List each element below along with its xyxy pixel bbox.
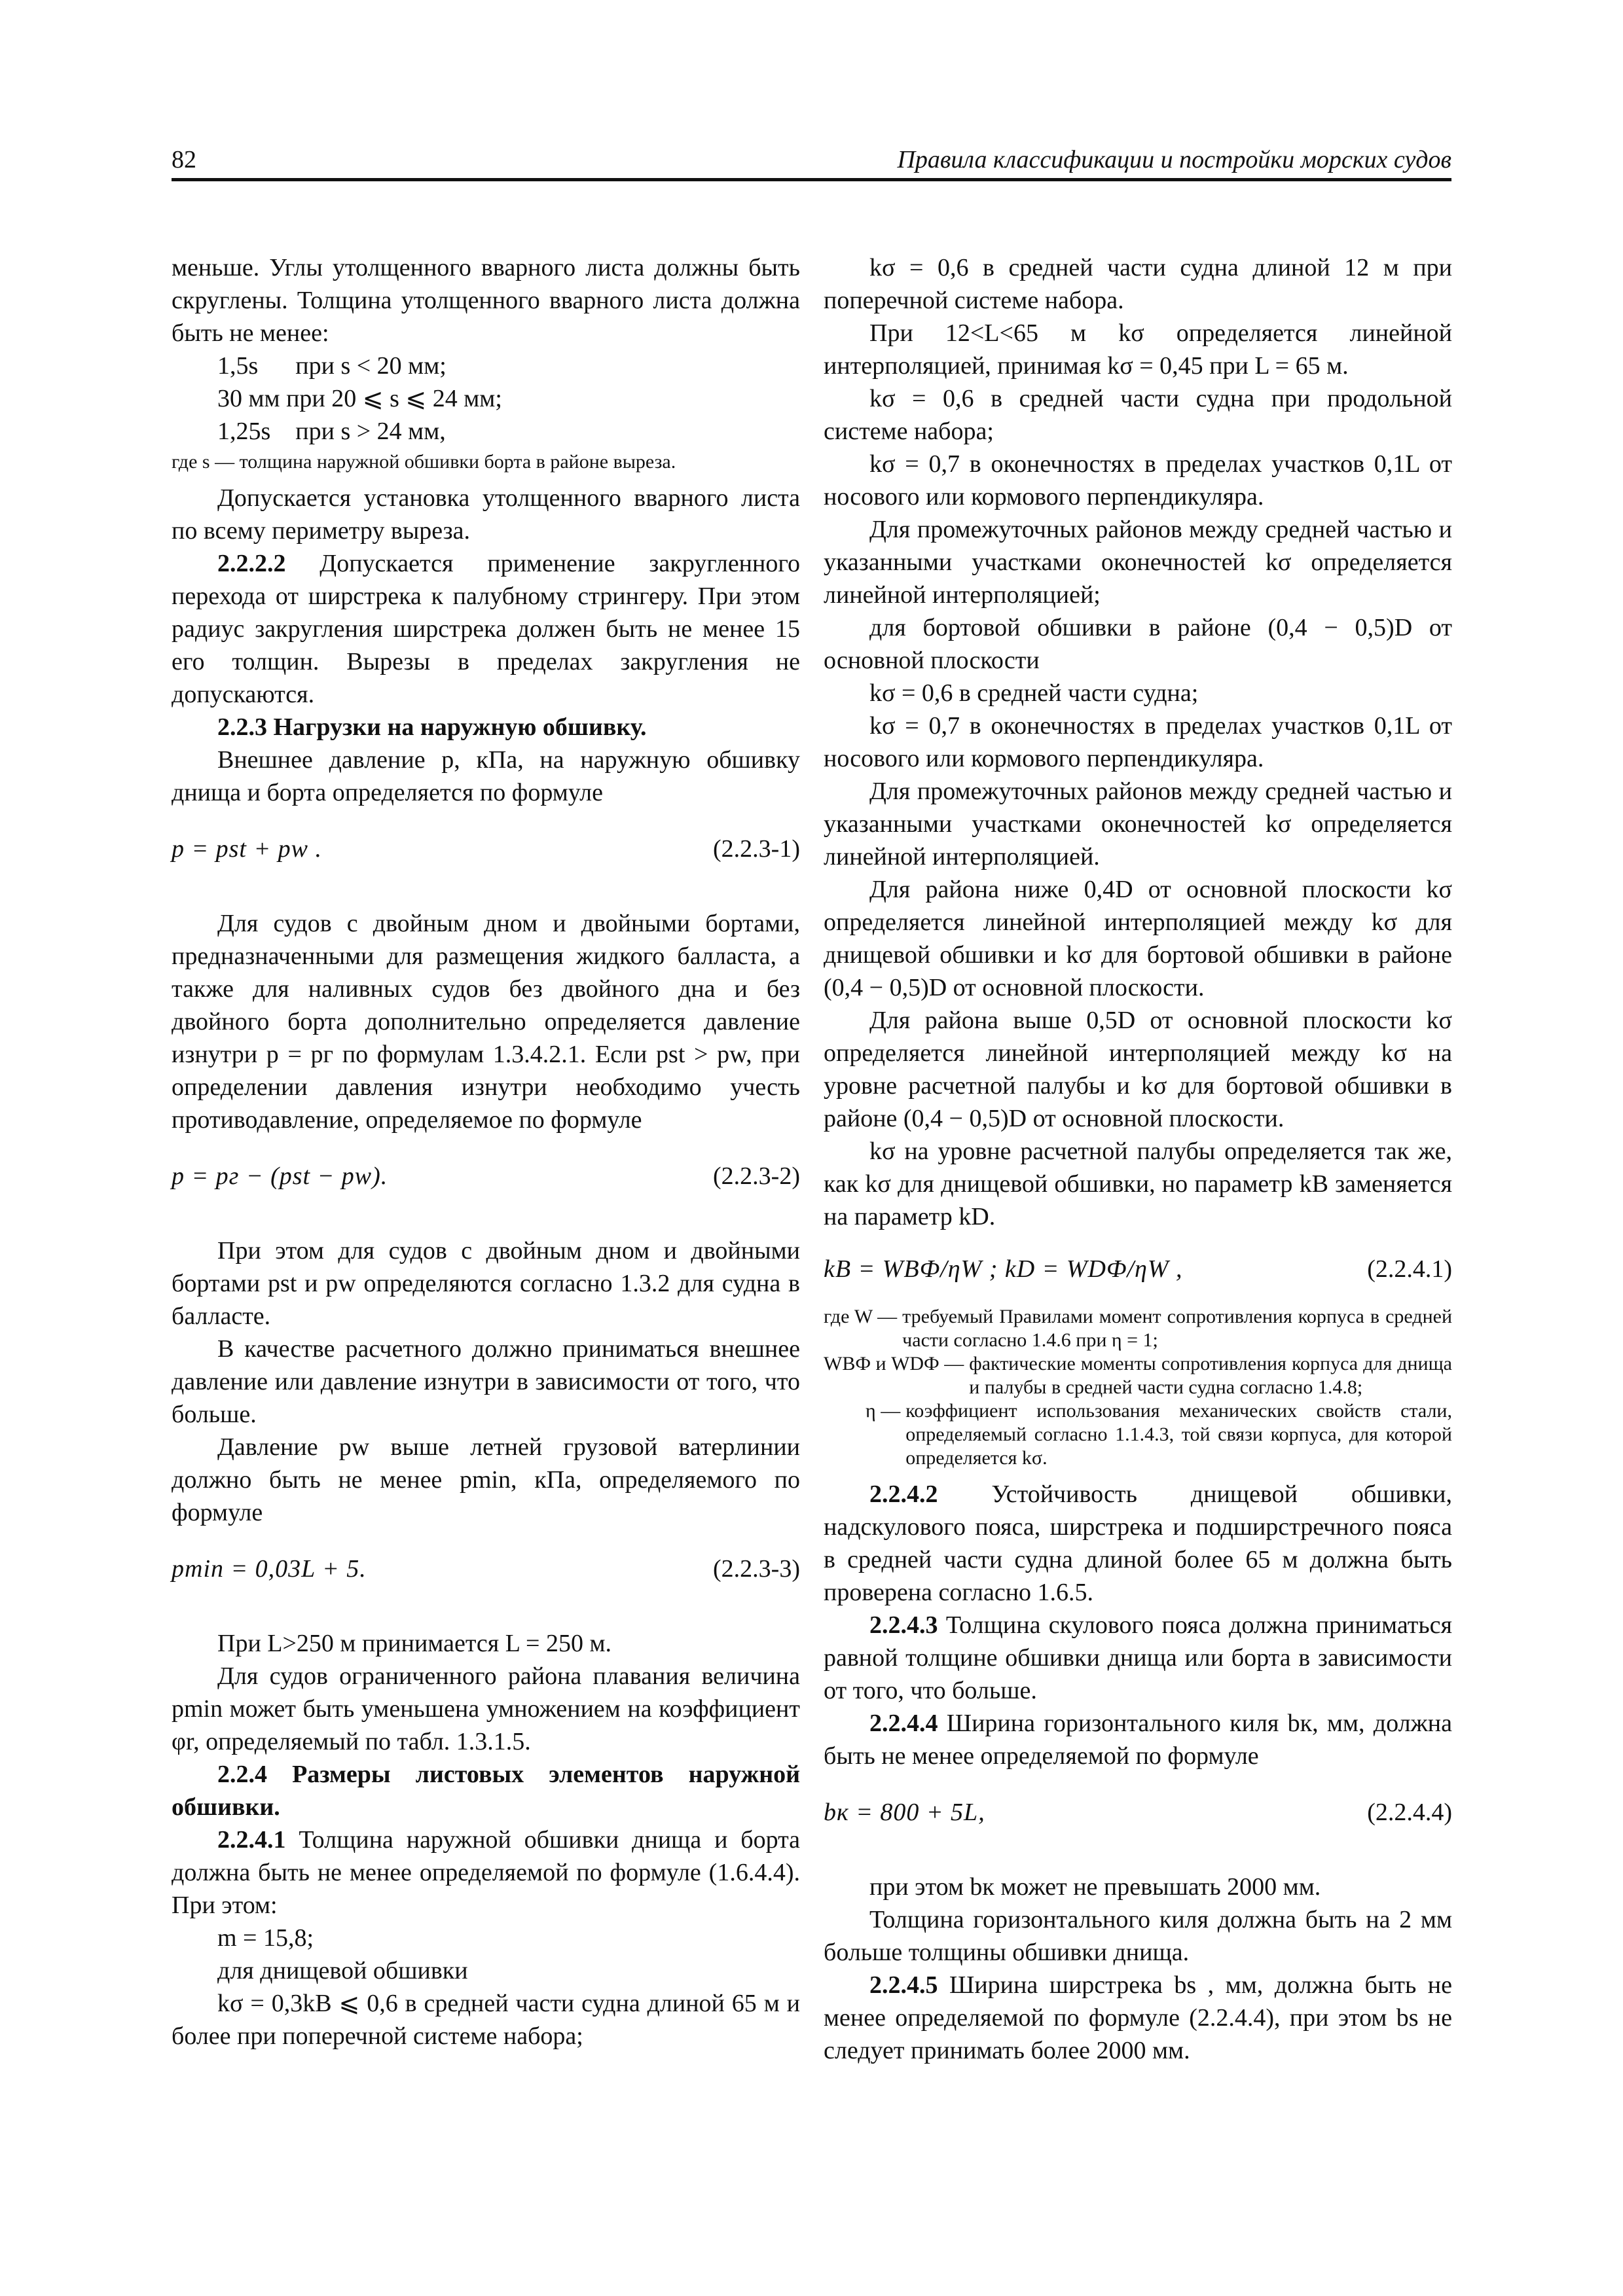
paragraph: kσ = 0,6 в средней части судна при продольной системе набора; [824,385,1452,445]
clause-text: Толщина наружной обшивки днища и борта должна быть не менее определяемой по формуле (1.6.4.4). При этом: [172,1826,801,1919]
thickness-list [172,350,800,448]
legend-row [824,1352,1452,1399]
formula-2-2-3-2 [172,1160,800,1193]
list-item: 30 мм при 20 ⩽ s ⩽ 24 мм; [217,385,502,412]
paragraph: В качестве расчетного должно приниматься внешнее давление или давление изнутри в зависимости от того, что больше. [172,1335,800,1428]
page-number: 82 [172,146,196,173]
clause-text: Ширина горизонтального киля bк, мм, должна быть не менее определяемой по формуле [824,1710,1452,1770]
list-item: 1,5s при s < 20 мм; [217,352,447,380]
clause-2-2-4-1 [172,1823,800,1922]
clause-number: 2.2.4.3 [869,1611,938,1639]
formula-2-2-3-1 [172,833,800,865]
formula-expression: p = pг − (pst − pw). [172,1162,388,1190]
paragraph: m = 15,8; [217,1924,314,1952]
clause-2-2-4-2 [824,1478,1452,1609]
paragraph: Давление pw выше летней грузовой ватерлинии должно быть не менее pmin, кПа, определяемого по формуле [172,1433,800,1526]
paragraph: для бортовой обшивки в районе (0,4 − 0,5)D от основной плоскости [824,614,1452,674]
formula-2-2-4-1 [824,1253,1452,1285]
formula-2-2-3-3 [172,1552,800,1585]
clause-2-2-4-4 [824,1707,1452,1772]
formula-expression: bк = 800 + 5L, [824,1799,985,1826]
formula-number: (2.2.3-1) [713,835,800,863]
paragraph: Толщина горизонтального киля должна быть на 2 мм больше толщины обшивки днища. [824,1906,1452,1966]
paragraph: Внешнее давление p, кПа, на наружную обшивку днища и борта определяется по формуле [172,746,800,806]
footnote-s: где s — толщина наружной обшивки борта в районе выреза. [172,451,676,473]
list-item: 1,25s при s > 24 мм, [217,418,446,445]
paragraph: kσ = 0,7 в оконечностях в пределах участков 0,1L от носового или кормового перпендикуляра. [824,712,1452,772]
paragraph: при этом bк может не превышать 2000 мм. [869,1873,1321,1901]
paragraph: При этом для судов с двойным дном и двойными бортами pst и pw определяются согласно 1.3.2 для судна в балласте. [172,1237,800,1330]
legend-text: коэффициент использования механических свойств стали, определяемый согласно 1.1.4.3, той связи корпуса, для которой определяется kσ. [905,1400,1452,1469]
clause-2-2-2-2 [172,547,800,711]
legend-symbol: где W — [824,1306,898,1327]
formula-expression: kB = WBФ/ηW ; kD = WDФ/ηW , [824,1255,1183,1283]
paragraph: При 12<L<65 м kσ определяется линейной интерполяцией, принимая kσ = 0,45 при L = 65 м. [824,319,1452,380]
heading-text: 2.2.3 Нагрузки на наружную обшивку. [217,713,647,741]
legend-row [824,1305,1452,1352]
clause-2-2-4-5 [824,1969,1452,2067]
clause-number: 2.2.4.4 [869,1710,938,1737]
heading-text: 2.2.4 Размеры листовых элементов наружной обшивки. [172,1761,800,1821]
paragraph: Для судов с двойным дном и двойными бортами, предназначенными для размещения жидкого балласта, а также для наливных судов без двойного дна и без двойного борта дополнительно определяется давление изнутри p = pг по формулам 1.3.4.2.1. Если pst > pw, при определении давления изнутри необходимо учесть противодавление, определяемое по формуле [172,910,800,1134]
formula-number: (2.2.3-2) [713,1162,800,1190]
clause-number: 2.2.4.1 [217,1826,286,1854]
paragraph: Для судов ограниченного района плавания величина pmin может быть уменьшена умножением на коэффициент φr, определяемый по табл. 1.3.1.5. [172,1662,800,1755]
clause-text: Устойчивость днищевой обшивки, надскулового пояса, ширстрека и подширстречного пояса в средней части судна длиной более 65 м должна быть проверена согласно 1.6.5. [824,1480,1452,1606]
left-column [172,251,800,2053]
header-rule [172,178,1451,181]
right-column [824,251,1452,2067]
formula-expression: p = pst + pw . [172,835,322,863]
paragraph: kσ = 0,6 в средней части судна; [869,679,1199,707]
paragraph: Для района выше 0,5D от основной плоскости kσ определяется линейной интерполяцией между kσ на уровне расчетной палубы и kσ для бортовой обшивки в районе (0,4 − 0,5)D от основной плоскости. [824,1007,1452,1132]
formula-expression: pmin = 0,03L + 5. [172,1555,367,1583]
formula-number: (2.2.4.4) [1367,1799,1452,1826]
legend-text: фактические моменты сопротивления корпуса для днища и палубы в средней части судна согласно 1.4.8; [969,1353,1452,1398]
running-title: Правила классификации и постройки морских судов [897,146,1451,173]
paragraph: Для района ниже 0,4D от основной плоскости kσ определяется линейной интерполяцией между kσ для днищевой обшивки и kσ для бортовой обшивки в районе (0,4 − 0,5)D от основной плоскости. [824,876,1452,1001]
paragraph: для днищевой обшивки [217,1957,468,1984]
clause-number: 2.2.4.5 [869,1971,938,1999]
section-heading-2-2-4 [172,1758,800,1823]
paragraph: Допускается установка утолщенного вварного листа по всему периметру выреза. [172,484,800,545]
paragraph: kσ = 0,6 в средней части судна длиной 12 м при поперечной системе набора. [824,254,1452,314]
clause-text: Допускается применение закругленного перехода от ширстрека к палубному стрингеру. При этом радиус закругления ширстрека должен быть не менее 15 его толщин. Вырезы в пределах закругления не допускаются. [172,550,800,708]
section-heading-2-2-3 [172,711,800,744]
paragraph: kσ = 0,3kB ⩽ 0,6 в средней части судна длиной 65 м и более при поперечной системе набора; [172,1990,800,2050]
page-header [172,143,1451,182]
formula-number: (2.2.4.1) [1367,1255,1452,1283]
legend-row [824,1399,1452,1470]
clause-text: Ширина ширстрека bs , мм, должна быть не менее определяемой по формуле (2.2.4.4), при этом bs не следует принимать более 2000 мм. [824,1971,1452,2064]
paragraph: kσ = 0,7 в оконечностях в пределах участков 0,1L от носового или кормового перпендикуляра. [824,450,1452,511]
clause-number: 2.2.4.2 [869,1480,938,1508]
legend-symbol: η — [866,1400,901,1422]
clause-text: Толщина скулового пояса должна приниматься равной толщине обшивки днища или борта в зависимости от того, что больше. [824,1611,1452,1704]
clause-number: 2.2.2.2 [217,550,286,577]
paragraph: Для промежуточных районов между средней частью и указанными участками оконечностей kσ определяется линейной интерполяцией. [824,778,1452,870]
paragraph: kσ на уровне расчетной палубы определяется так же, как kσ для днищевой обшивки, но параметр kB заменяется на параметр kD. [824,1138,1452,1230]
legend-symbol: WBФ и WDФ — [824,1353,964,1374]
formula-2-2-4-4 [824,1796,1452,1829]
formula-legend [824,1305,1452,1470]
clause-2-2-4-3 [824,1609,1452,1707]
paragraph: меньше. Углы утолщенного вварного листа должны быть скруглены. Толщина утолщенного вварного листа должна быть не менее: [172,254,800,347]
paragraph: При L>250 м принимается L = 250 м. [217,1630,612,1657]
formula-number: (2.2.3-3) [713,1555,800,1583]
legend-text: требуемый Правилами момент сопротивления корпуса в средней части согласно 1.4.6 при η = 1; [902,1306,1452,1351]
paragraph: Для промежуточных районов между средней частью и указанными участками оконечностей kσ определяется линейной интерполяцией; [824,516,1452,609]
